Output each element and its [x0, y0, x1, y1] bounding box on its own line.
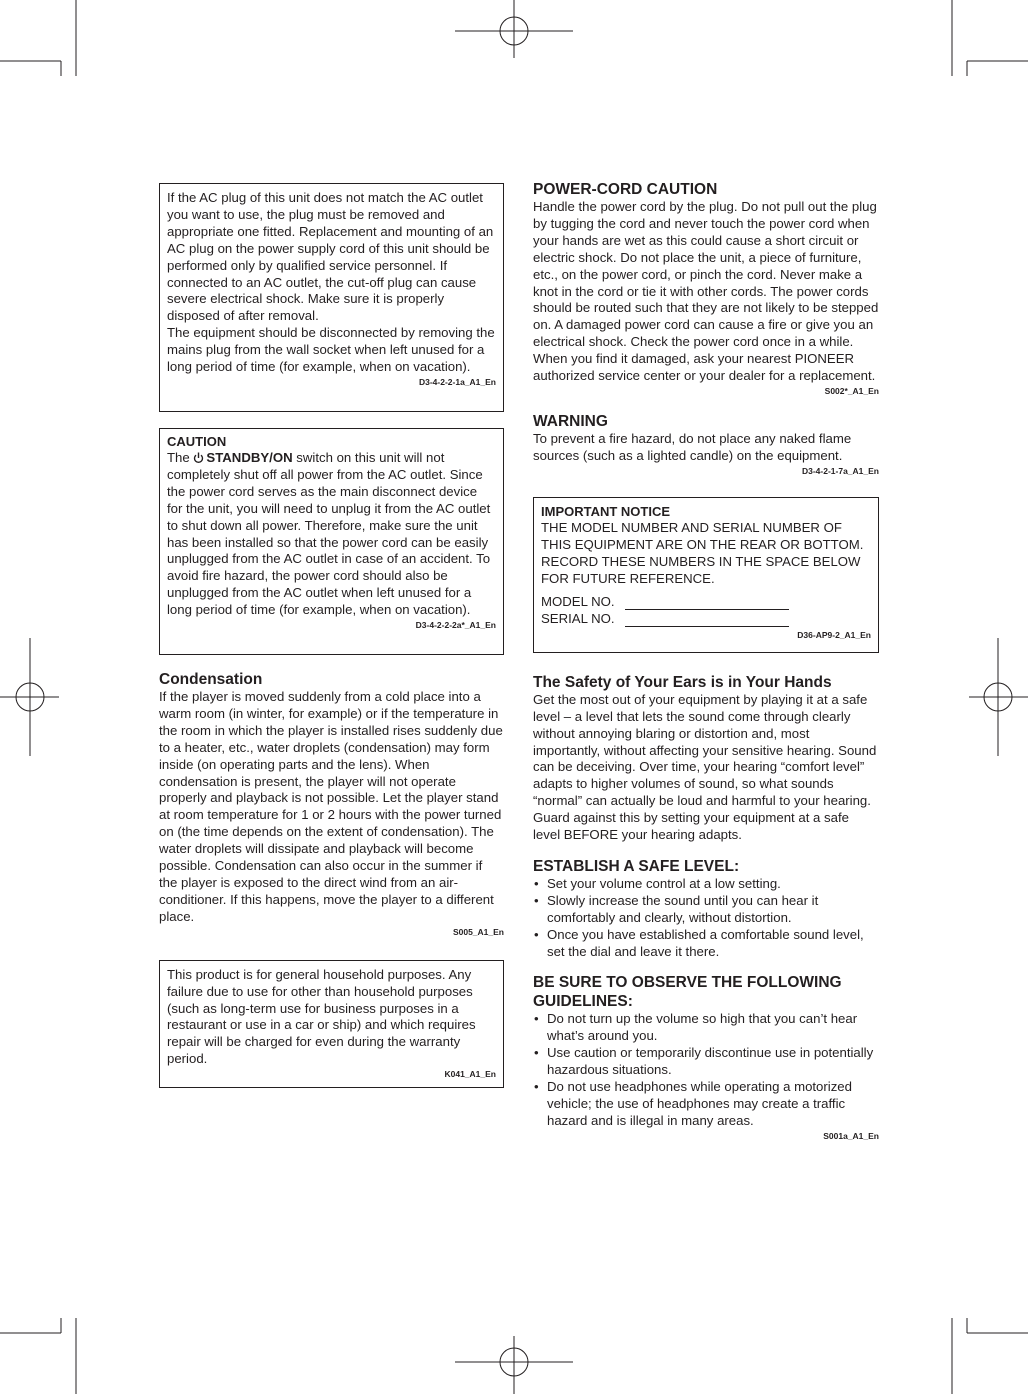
condensation-title: Condensation — [159, 671, 263, 688]
safe-level-list — [533, 876, 879, 961]
serial-number-line — [625, 616, 789, 627]
caution-text: switch on this unit will not completely shut off all power from the AC outlet. Since the power cord serves as the main disconnect device for the unit, you will need to unplug it from the AC outlet to shut down all power. Therefore, make sure the unit has been installed so that the power cord can be easily unplugged from the AC outlet in case of an accident. To avoid fire hazard, the power cord should also be unplugged from the AC outlet when left unused for a long period of time (for example, when on vacation). — [167, 450, 491, 618]
bullet-icon: • — [534, 892, 539, 908]
household-text: This product is for general household purposes. Any failure due to use for other than household purposes (such as long-term use for business purposes in a restaurant or use in a car or ship) and which requires repair will be charged for even during the warranty period. — [167, 966, 476, 1067]
bullet-icon: • — [534, 926, 539, 942]
household-use-box — [159, 960, 504, 1088]
caution-text-prefix: The — [167, 450, 190, 465]
model-number-row — [541, 593, 871, 610]
list-item — [533, 1011, 879, 1045]
safe-level-title: ESTABLISH A SAFE LEVEL: — [533, 857, 740, 875]
list-item-text: Use caution or temporarily discontinue use in potentially hazardous situations. — [547, 1045, 874, 1078]
warning-code: D3-4-2-1-7a_A1_En — [801, 465, 879, 476]
list-item-text: Set your volume control at a low setting. — [547, 875, 781, 891]
bullet-icon: • — [534, 875, 539, 891]
warning-section — [533, 412, 879, 477]
model-number-line — [625, 599, 789, 610]
guidelines-list — [533, 1011, 879, 1129]
left-column — [159, 183, 504, 1088]
ear-safety-title: The Safety of Your Ears is in Your Hands — [533, 673, 832, 691]
power-cord-section — [533, 180, 879, 397]
power-cord-title: POWER-CORD CAUTION — [533, 181, 718, 198]
notice-code: D36-AP9-2_A1_En — [797, 630, 871, 641]
list-item — [533, 1045, 879, 1079]
ear-safety-section — [533, 673, 879, 844]
bullet-icon: • — [534, 1011, 539, 1027]
condensation-section — [159, 670, 504, 938]
list-item-text: Slowly increase the sound until you can hear it comfortably and clearly, without distortion. — [547, 892, 819, 925]
household-code: K041_A1_En — [444, 1069, 496, 1080]
guidelines-section — [533, 973, 879, 1141]
guidelines-title: BE SURE TO OBSERVE THE FOLLOWING GUIDELINES: — [533, 974, 842, 1011]
list-item — [533, 1079, 879, 1130]
bullet-icon: • — [534, 1079, 539, 1095]
notice-title: IMPORTANT NOTICE — [541, 503, 671, 519]
ac-plug-notice-box — [159, 183, 504, 412]
warning-text: To prevent a fire hazard, do not place any naked flame sources (such as a lighted candle) on the equipment. — [533, 430, 852, 463]
important-notice-box — [533, 497, 879, 653]
list-item-text: Once you have established a comfortable sound level, set the dial and leave it there. — [547, 926, 864, 959]
list-item — [533, 876, 879, 893]
condensation-code: S005_A1_En — [452, 926, 504, 937]
ac-plug-code: D3-4-2-2-1a_A1_En — [418, 376, 496, 387]
right-column — [533, 180, 879, 1142]
caution-box — [159, 428, 504, 655]
list-item-text: Do not turn up the volume so high that you can’t hear what’s around you. — [547, 1011, 858, 1044]
safe-level-section — [533, 857, 879, 961]
power-cord-code: S002*_A1_En — [824, 385, 879, 396]
warning-title: WARNING — [533, 412, 608, 430]
disconnect-paragraph: The equipment should be disconnected by removing the mains plug from the wall socket when left unused for a long period of time (for example, when on vacation). — [167, 325, 495, 375]
list-item — [533, 927, 879, 961]
guidelines-code: S001a_A1_En — [823, 1130, 879, 1141]
ear-safety-text: Get the most out of your equipment by playing it at a safe level – a level that lets the sound come through clearly without annoying blaring or distortion and, most importantly, without affecting your sensitive hearing. Sound can be deceiving. Over time, your hearing “comfort level” adapts to higher volumes of sound, so what sounds “normal” can actually be loud and harmful to your hearing. Guard against this by setting your equipment at a safe level BEFORE your hearing adapts. — [533, 691, 877, 843]
standby-on-label: STANDBY/ON — [206, 450, 293, 465]
power-icon — [193, 452, 204, 464]
caution-paragraph — [167, 450, 496, 619]
condensation-text: If the player is moved suddenly from a cold place into a warm room (in winter, for example) or if the temperature in the room in which the player is installed rises suddenly due to a heater, etc., water droplets (condensation) may form inside (on operating parts and the lens). When condensation is present, the player will not operate properly and playback is not possible. Let the player stand at room temperature for 1 or 2 hours with the power turned on (the time depends on the extent of condensation). The water droplets will dissipate and playback will become possible. Condensation can also occur in the summer if the player is exposed to the direct wind from an air-conditioner. If this happens, move the player to a different place. — [159, 689, 503, 924]
serial-number-row — [541, 610, 871, 627]
bullet-icon: • — [534, 1045, 539, 1061]
list-item — [533, 893, 879, 927]
model-number-label: MODEL NO. — [541, 593, 615, 609]
caution-code: D3-4-2-2-2a*_A1_En — [415, 620, 496, 631]
ac-plug-paragraph: If the AC plug of this unit does not match the AC outlet you want to use, the plug must be removed and appropriate one fitted. Replacement and mounting of an AC plug on the power supply cord of this unit should be performed only by qualified service personnel. If connected to an AC outlet, the cut-off plug can cause severe electrical shock. Make sure it is properly disposed of after removal. — [167, 190, 494, 324]
notice-text: THE MODEL NUMBER AND SERIAL NUMBER OF THIS EQUIPMENT ARE ON THE REAR OR BOTTOM. RECORD THESE NUMBERS IN THE SPACE BELOW FOR FUTURE REFERENCE. — [541, 519, 864, 586]
power-cord-text: Handle the power cord by the plug. Do not pull out the plug by tugging the cord and never touch the power cord when your hands are wet as this could cause a short circuit or electric shock. Do not place the unit, a piece of furniture, etc., on the power cord, or pinch the cord. Never make a knot in the cord or tie it with other cords. The power cords should be routed such that they are not likely to be stepped on. A damaged power cord can cause a fire or give you an electrical shock. Check the power cord once in a while. When you find it damaged, ask your nearest PIONEER authorized service center or your dealer for a replacement. — [533, 199, 879, 384]
list-item-text: Do not use headphones while operating a motorized vehicle; the use of headphones may create a traffic hazard and is illegal in many areas. — [547, 1079, 852, 1128]
caution-title: CAUTION — [167, 434, 227, 449]
serial-number-label: SERIAL NO. — [541, 610, 615, 626]
